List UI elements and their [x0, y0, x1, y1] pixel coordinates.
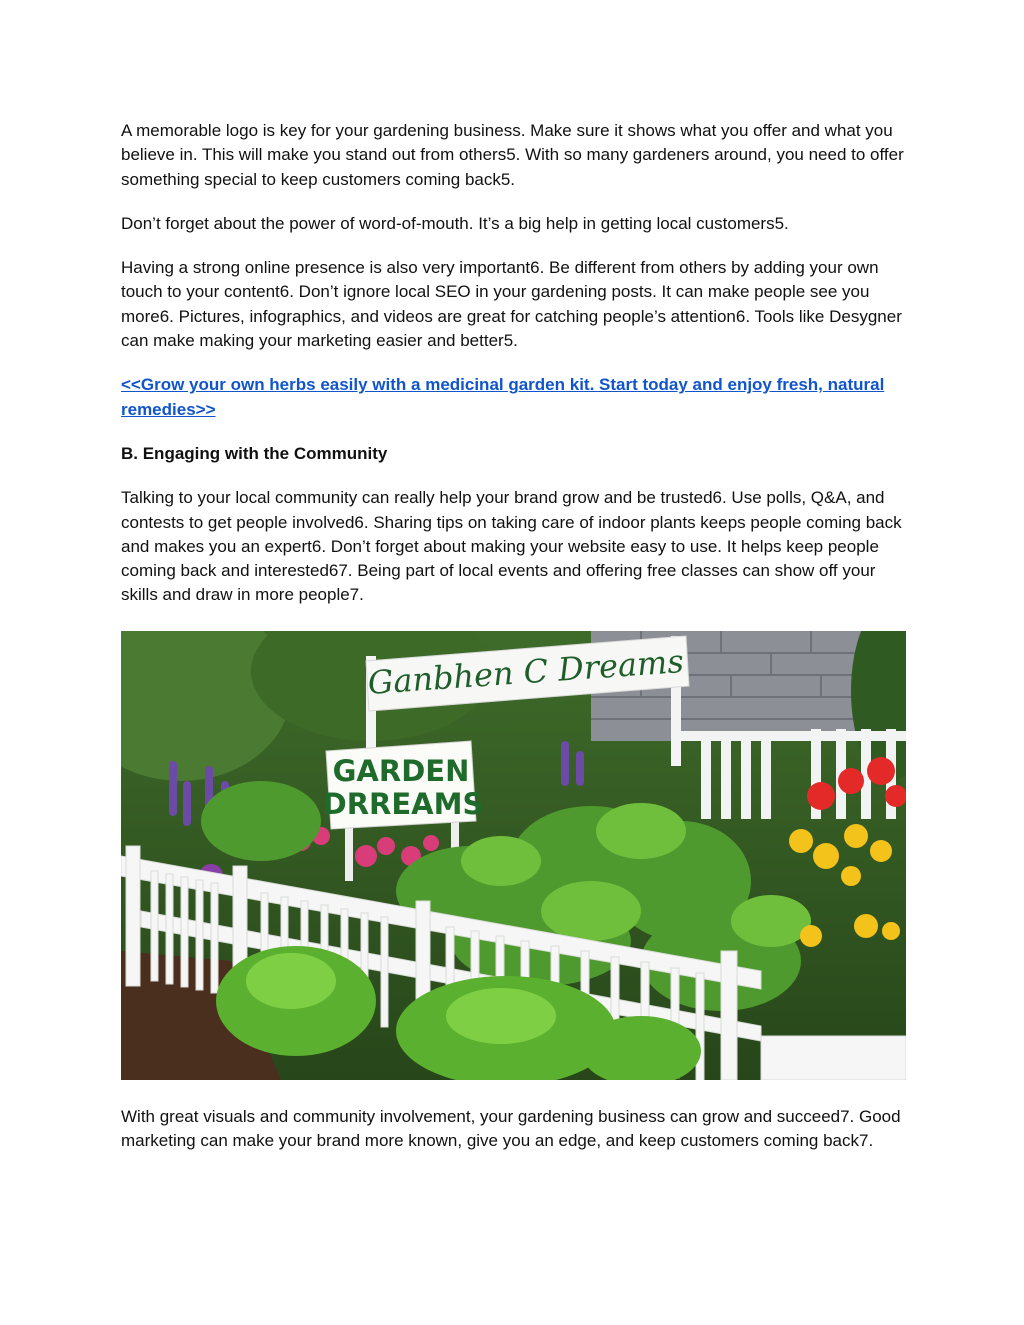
top-sign-text: Ganbhen C Dreams	[366, 642, 685, 703]
garden-image	[121, 631, 906, 1080]
section-heading: B. Engaging with the Community	[121, 443, 388, 463]
front-sign-line1: GARDEN	[332, 754, 470, 788]
paragraph-community: Talking to your local community can really help your brand grow and be trusted6. Use polls, Q&A, and contests to get people involved6. Sharing tips on taking care of indoor plants keeps people coming back and makes you an expert6. Don’t forget about making your website easy to use. It helps keep people coming back and interested67. Being part of local events and offering free classes can show off your skills and draw in more people7.	[121, 488, 902, 605]
promo-link[interactable]: <<Grow your own herbs easily with a medicinal garden kit. Start today and enjoy fresh, natural remedies>>	[121, 375, 885, 419]
paragraph-word-of-mouth: Don’t forget about the power of word-of-mouth. It’s a big help in getting local customers5.	[121, 213, 789, 233]
text-body-upper	[121, 119, 907, 608]
promo-paragraph	[121, 373, 907, 422]
paragraph-logo: A memorable logo is key for your gardening business. Make sure it shows what you offer and what you believe in. This will make you stand out from others5. With so many gardeners around, you need to offer something special to keep customers coming back5.	[121, 121, 904, 189]
front-sign-line2: DRREAMS	[322, 787, 484, 821]
paragraph-closing: With great visuals and community involvement, your gardening business can grow and succeed7. Good marketing can make your brand more known, give you an edge, and keep customers coming back7.	[121, 1107, 901, 1151]
paragraph-online-presence: Having a strong online presence is also very important6. Be different from others by adding your own touch to your content6. Don’t ignore local SEO in your gardening posts. It can make people see you more6. Pictures, infographics, and videos are great for catching people’s attention6. Tools like Desygner can make making your marketing easier and better5.	[121, 258, 902, 351]
